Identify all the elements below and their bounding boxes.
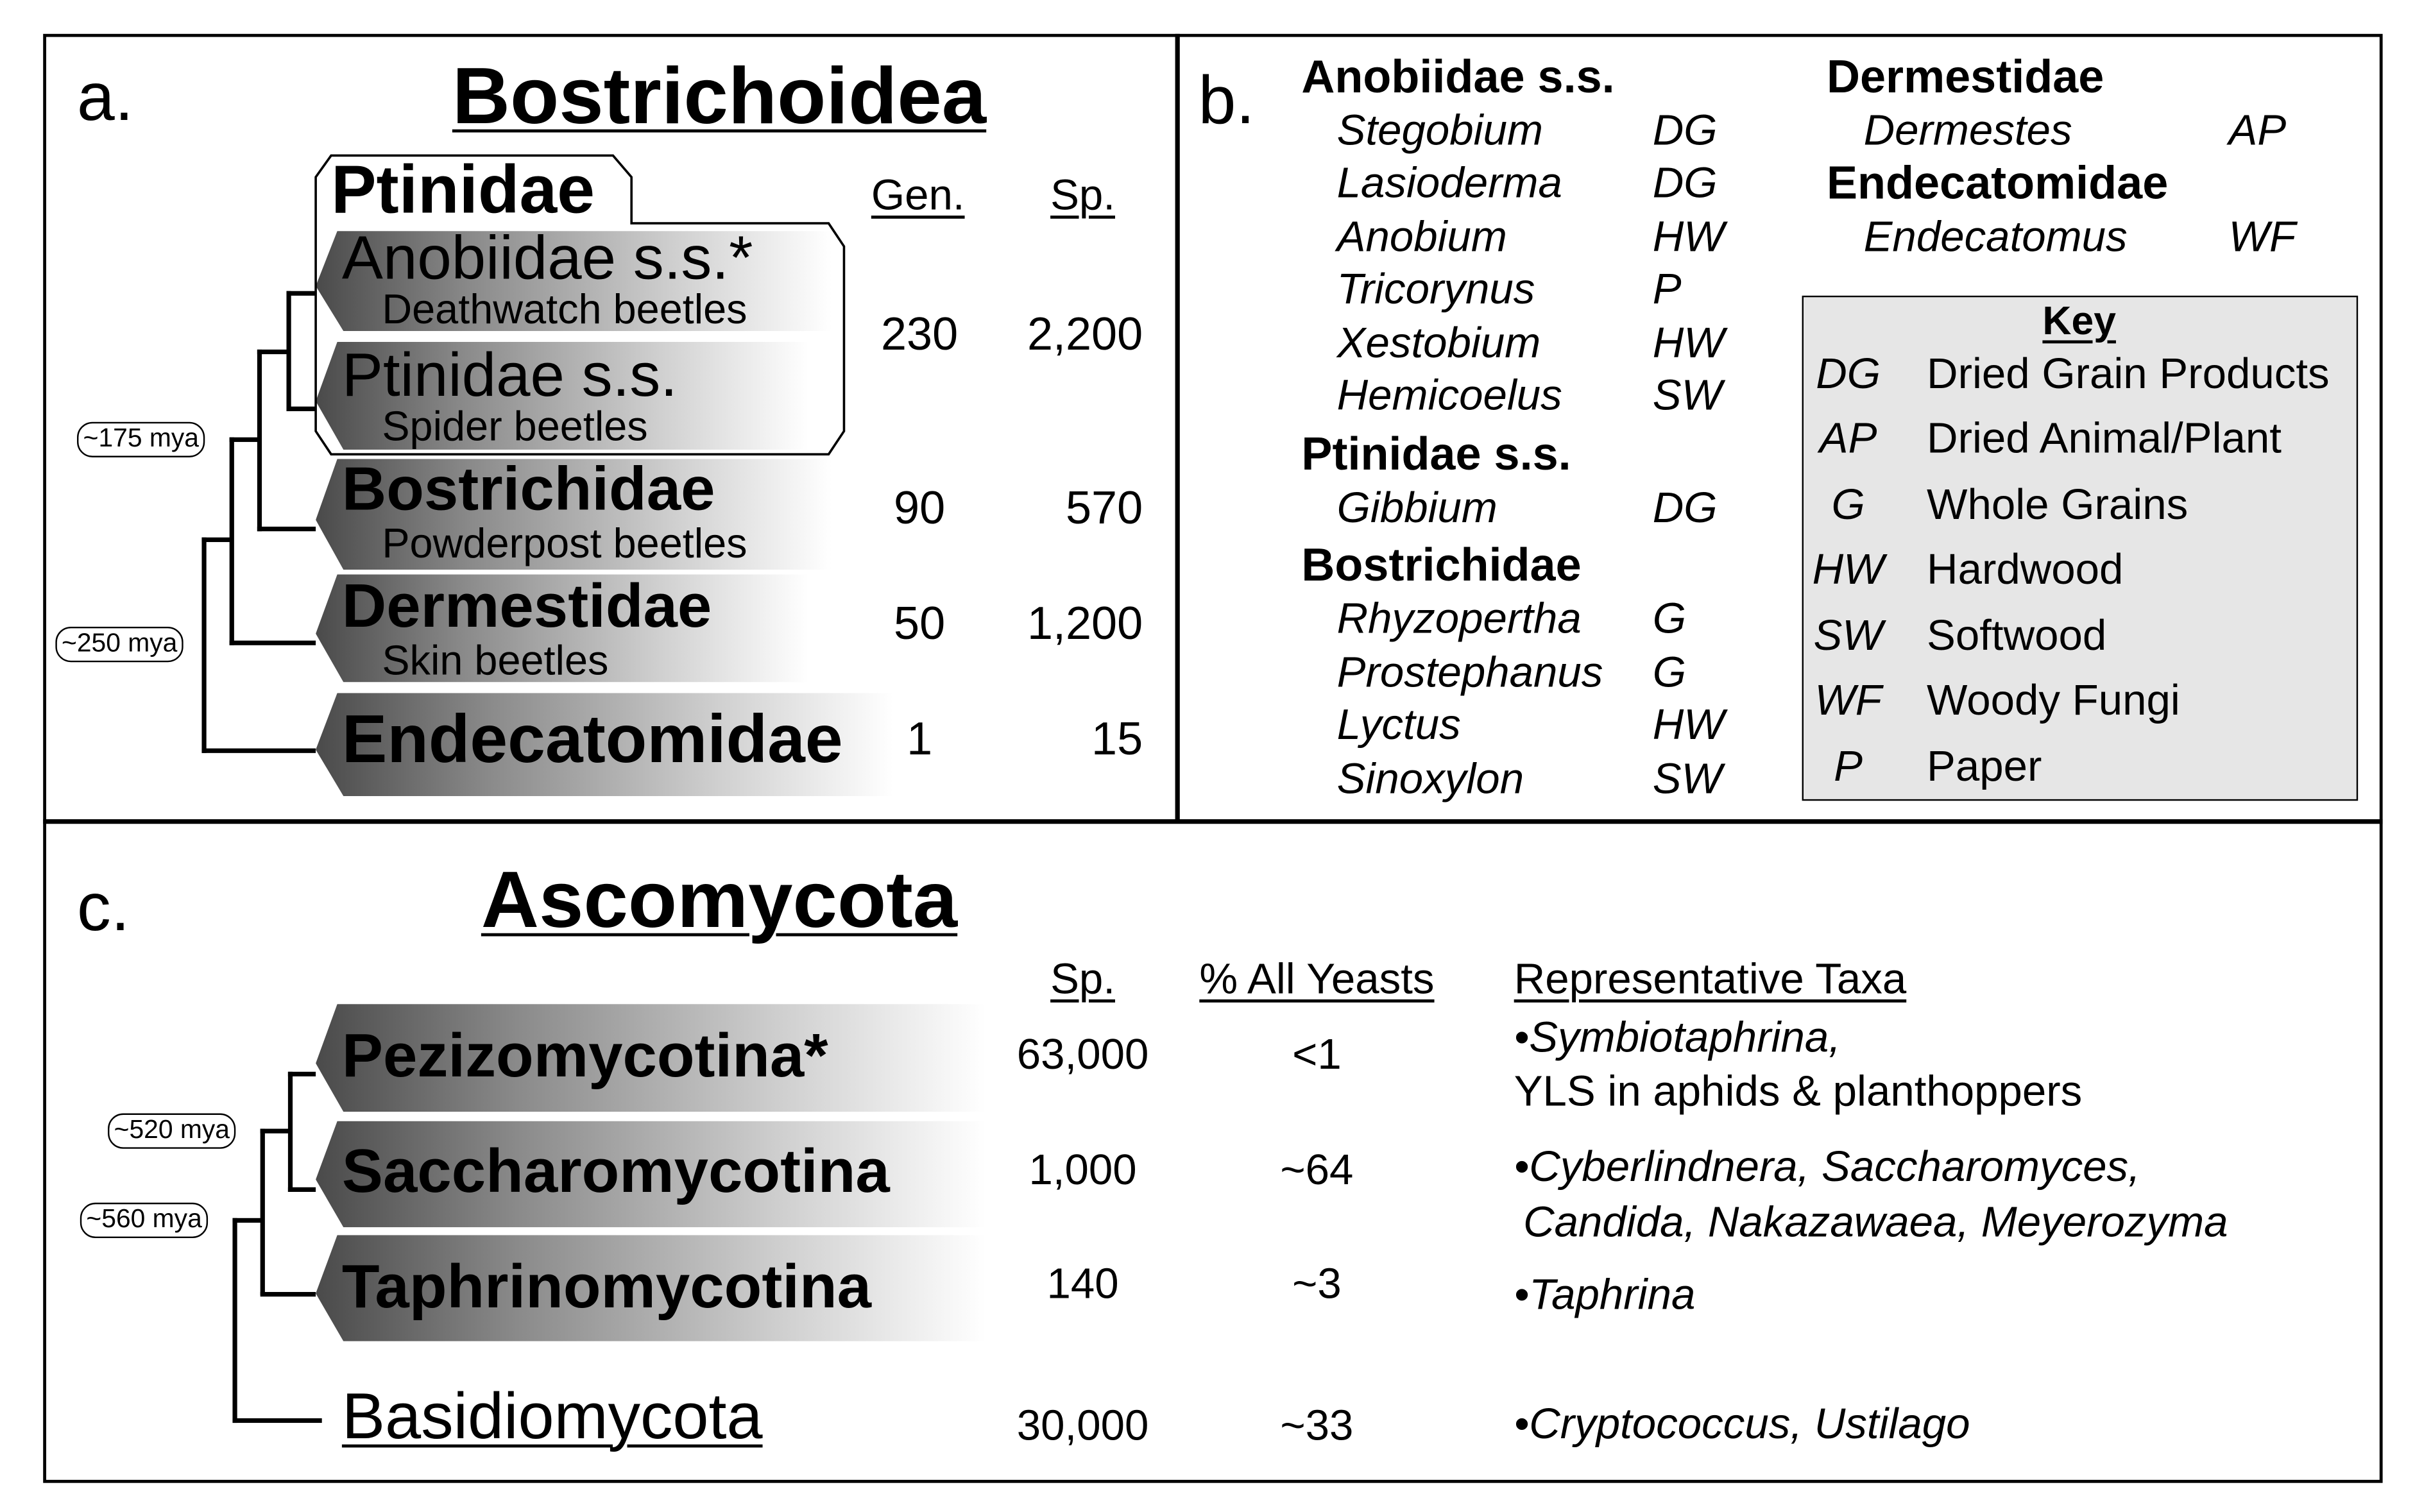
- taxon-common-name: Powderpost beetles: [382, 520, 747, 567]
- genus-name: Stegobium: [1336, 105, 1544, 154]
- tree-branch: [230, 437, 259, 442]
- representative-taxa: •Symbiotaphrina,: [1514, 1012, 1841, 1060]
- group-label-ptinidae: Ptinidae: [331, 152, 595, 228]
- taxon-common-name: Deathwatch beetles: [382, 286, 747, 333]
- key-title: Key: [2042, 296, 2116, 343]
- key-label: Hardwood: [1927, 545, 2124, 593]
- key-code: HW: [1812, 545, 1884, 593]
- family-name: Dermestidae: [1826, 51, 2104, 103]
- genus-name: Anobium: [1336, 212, 1507, 260]
- substrate-code: DG: [1652, 105, 1718, 154]
- substrate-code: SW: [1652, 371, 1723, 420]
- substrate-code: AP: [2228, 105, 2287, 154]
- genus-name: Hemicoelus: [1336, 371, 1562, 420]
- representative-taxa: YLS in aphids & planthoppers: [1514, 1066, 2083, 1114]
- substrate-code: G: [1652, 594, 1687, 643]
- species-count: 140: [1046, 1259, 1119, 1307]
- tree-branch: [230, 641, 316, 645]
- tree-branch: [232, 1218, 237, 1423]
- genus-name: Gibbium: [1336, 482, 1498, 531]
- species-count: 63,000: [1016, 1029, 1149, 1078]
- representative-taxa: •Taphrina: [1514, 1270, 1696, 1318]
- taxon-name: Bostrichidae: [341, 455, 715, 524]
- species-count: 15: [1091, 713, 1143, 765]
- species-count: 2,200: [1027, 309, 1143, 360]
- key-label: Dried Animal/Plant: [1927, 414, 2282, 463]
- panel-c-title: Ascomycota: [481, 856, 958, 946]
- key-label: Softwood: [1927, 611, 2107, 659]
- family-name: Bostrichidae: [1301, 540, 1582, 591]
- tree-branch: [288, 1187, 316, 1192]
- tree-branch: [232, 1418, 321, 1423]
- tree-branch: [201, 538, 206, 753]
- tree-branch: [257, 527, 316, 531]
- genus-name: Tricorynus: [1336, 265, 1535, 313]
- taxon-name: Saccharomycotina: [341, 1137, 890, 1206]
- species-count: 1,000: [1028, 1144, 1137, 1193]
- genera-count: 90: [894, 482, 946, 534]
- species-count: 30,000: [1016, 1400, 1149, 1448]
- key-label: Paper: [1927, 742, 2042, 790]
- genus-name: Dermestes: [1863, 105, 2072, 154]
- column-header-species: Sp.: [1050, 954, 1115, 1002]
- tree-branch: [260, 1129, 291, 1134]
- panel-a-title: Bostrichoidea: [452, 53, 987, 142]
- representative-taxa: •Cyberlindnera, Saccharomyces,: [1514, 1142, 2140, 1190]
- tree-branch: [288, 1072, 316, 1076]
- key-label: Whole Grains: [1927, 479, 2189, 528]
- tree-branch: [201, 749, 316, 753]
- tree-branch: [232, 1218, 263, 1223]
- key-code: WF: [1814, 676, 1882, 724]
- key-code: AP: [1819, 414, 1877, 463]
- genus-name: Endecatomus: [1863, 212, 2128, 260]
- taxon-name: Anobiidae s.s.*: [341, 225, 753, 293]
- representative-taxa: Candida, Nakazawaea, Meyerozyma: [1523, 1197, 2228, 1246]
- substrate-code: G: [1652, 647, 1687, 696]
- genus-name: Prostephanus: [1336, 647, 1603, 696]
- panel-a-label: a.: [77, 60, 134, 135]
- taxon-common-name: Spider beetles: [382, 403, 648, 450]
- taxon-name: Dermestidae: [341, 572, 712, 641]
- yeast-percent: ~3: [1292, 1259, 1342, 1307]
- column-header-yeasts: % All Yeasts: [1199, 954, 1435, 1002]
- key-code: SW: [1813, 611, 1883, 659]
- taxon-name: Ptinidae s.s.: [341, 341, 678, 410]
- substrate-code: HW: [1652, 212, 1725, 260]
- yeast-percent: <1: [1292, 1029, 1342, 1078]
- genus-name: Lyctus: [1336, 701, 1461, 749]
- key-label: Dried Grain Products: [1927, 348, 2330, 397]
- species-count: 570: [1065, 482, 1143, 534]
- panel-c-label: c.: [77, 869, 130, 946]
- tree-branch: [260, 1129, 265, 1295]
- node-age-label: ~520 mya: [108, 1114, 236, 1148]
- key-label: Woody Fungi: [1927, 676, 2180, 724]
- key-code: G: [1831, 479, 1865, 528]
- substrate-code: SW: [1652, 754, 1723, 802]
- taxon-name: Pezizomycotina*: [341, 1022, 828, 1091]
- substrate-code: P: [1652, 265, 1682, 313]
- key-code: P: [1834, 742, 1863, 790]
- yeast-percent: ~64: [1280, 1144, 1354, 1193]
- substrate-code: WF: [2228, 212, 2296, 260]
- tree-branch: [260, 1292, 316, 1296]
- column-header-genera: Gen.: [871, 170, 965, 218]
- taxon-name: Endecatomidae: [341, 702, 843, 777]
- node-age-label: ~250 mya: [55, 627, 183, 661]
- substrate-code: HW: [1652, 701, 1725, 749]
- substrate-code: DG: [1652, 158, 1718, 207]
- taxon-common-name: Skin beetles: [382, 638, 609, 684]
- genera-count: 230: [881, 309, 959, 360]
- substrate-code: HW: [1652, 318, 1725, 366]
- taxon-name: Basidiomycota: [341, 1379, 763, 1452]
- tree-branch: [286, 407, 316, 411]
- genus-name: Lasioderma: [1336, 158, 1562, 207]
- tree-branch: [257, 350, 288, 354]
- taxon-name: Taphrinomycotina: [341, 1253, 872, 1321]
- genus-name: Sinoxylon: [1336, 754, 1524, 802]
- node-age-label: ~175 mya: [77, 422, 205, 457]
- family-name: Ptinidae s.s.: [1301, 429, 1571, 480]
- node-age-label: ~560 mya: [80, 1203, 209, 1237]
- column-header-taxa: Representative Taxa: [1514, 954, 1907, 1002]
- representative-taxa: •Cryptococcus, Ustilago: [1514, 1399, 1970, 1447]
- family-name: Endecatomidae: [1826, 158, 2169, 209]
- panel-b-label: b.: [1198, 62, 1255, 139]
- tree-branch: [201, 538, 232, 542]
- column-header-species: Sp.: [1050, 170, 1115, 218]
- yeast-percent: ~33: [1280, 1400, 1354, 1448]
- family-name: Anobiidae s.s.: [1301, 51, 1615, 103]
- tree-branch: [286, 291, 316, 296]
- substrate-code: DG: [1652, 482, 1718, 531]
- genus-name: Rhyzopertha: [1336, 594, 1582, 643]
- key-code: DG: [1816, 348, 1881, 397]
- genera-count: 50: [894, 598, 946, 649]
- genera-count: 1: [907, 713, 933, 765]
- species-count: 1,200: [1027, 598, 1143, 649]
- genus-name: Xestobium: [1336, 318, 1541, 366]
